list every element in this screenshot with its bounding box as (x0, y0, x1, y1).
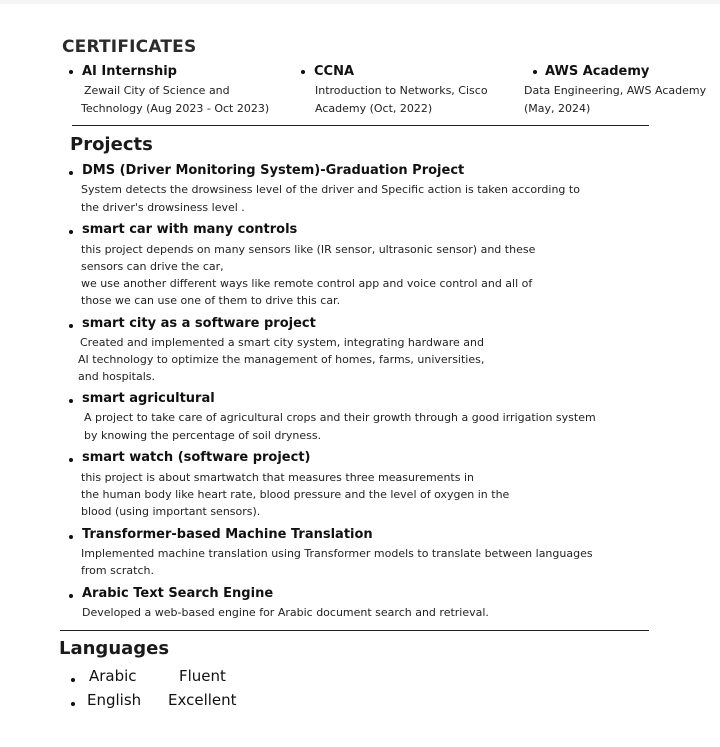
bullet-icon (69, 458, 73, 462)
language-level: Excellent (168, 691, 237, 709)
project-description: AI technology to optimize the management of homes, farms, universities, (78, 353, 485, 366)
project-description: Developed a web-based engine for Arabic document search and retrieval. (82, 606, 489, 619)
bullet-icon (69, 535, 73, 539)
project-description: we use another different ways like remote control app and voice control and all of (81, 277, 533, 290)
project-description: System detects the drowsiness level of the driver and Specific action is taken according to (81, 183, 580, 196)
project-description: sensors can drive the car, (81, 260, 224, 273)
certificate-detail: Data Engineering, AWS Academy (524, 84, 707, 97)
project-description: A project to take care of agricultural crops and their growth through a good irrigation system (84, 411, 596, 424)
languages-heading: Languages (59, 638, 170, 659)
bullet-icon (71, 678, 75, 682)
certificate-detail: Technology (Aug 2023 - Oct 2023) (81, 102, 270, 115)
project-description: this project is about smartwatch that measures three measurements in (81, 471, 474, 484)
bullet-icon (69, 399, 73, 403)
resume-page (0, 4, 720, 747)
project-description: the human body like heart rate, blood pressure and the level of oxygen in the (81, 488, 510, 501)
project-title: smart watch (software project) (82, 450, 311, 465)
project-title: smart city as a software project (82, 316, 316, 331)
certificate-detail: Introduction to Networks, Cisco (315, 84, 488, 97)
certificate-title: AWS Academy (545, 64, 650, 79)
project-description: the driver's drowsiness level . (81, 201, 245, 214)
language-name: Arabic (89, 667, 137, 685)
certificates-heading: CERTIFICATES (62, 37, 197, 57)
project-title: smart car with many controls (82, 222, 298, 237)
certificate-detail: Academy (Oct, 2022) (315, 102, 433, 115)
language-level: Fluent (179, 667, 226, 685)
project-description: from scratch. (81, 564, 154, 577)
bullet-icon (69, 594, 73, 598)
bullet-icon (301, 70, 305, 74)
certificate-detail: (May, 2024) (524, 102, 591, 115)
project-title: smart agricultural (82, 391, 215, 406)
bullet-icon (69, 230, 73, 234)
project-description: Implemented machine translation using Transformer models to translate between languages (81, 547, 593, 560)
bullet-icon (69, 171, 73, 175)
project-description: by knowing the percentage of soil dryness. (84, 429, 322, 442)
project-title: Transformer-based Machine Translation (82, 527, 373, 542)
bullet-icon (71, 702, 75, 706)
bullet-icon (69, 70, 73, 74)
bullet-icon (533, 70, 537, 74)
certificate-title: AI Internship (82, 64, 177, 79)
project-description: Created and implemented a smart city system, integrating hardware and (80, 336, 484, 349)
certificate-title: CCNA (314, 64, 355, 79)
project-description: and hospitals. (78, 370, 155, 383)
certificate-detail: Zewail City of Science and (84, 84, 230, 97)
section-divider (60, 630, 649, 631)
project-description: blood (using important sensors). (81, 505, 261, 518)
projects-heading: Projects (70, 134, 153, 155)
project-title: DMS (Driver Monitoring System)-Graduation Project (82, 163, 465, 178)
project-title: Arabic Text Search Engine (82, 586, 274, 601)
section-divider (72, 125, 649, 126)
project-description: this project depends on many sensors like (IR sensor, ultrasonic sensor) and these (81, 243, 536, 256)
language-name: English (87, 691, 142, 709)
project-description: those we can use one of them to drive this car. (81, 294, 341, 307)
bullet-icon (69, 324, 73, 328)
